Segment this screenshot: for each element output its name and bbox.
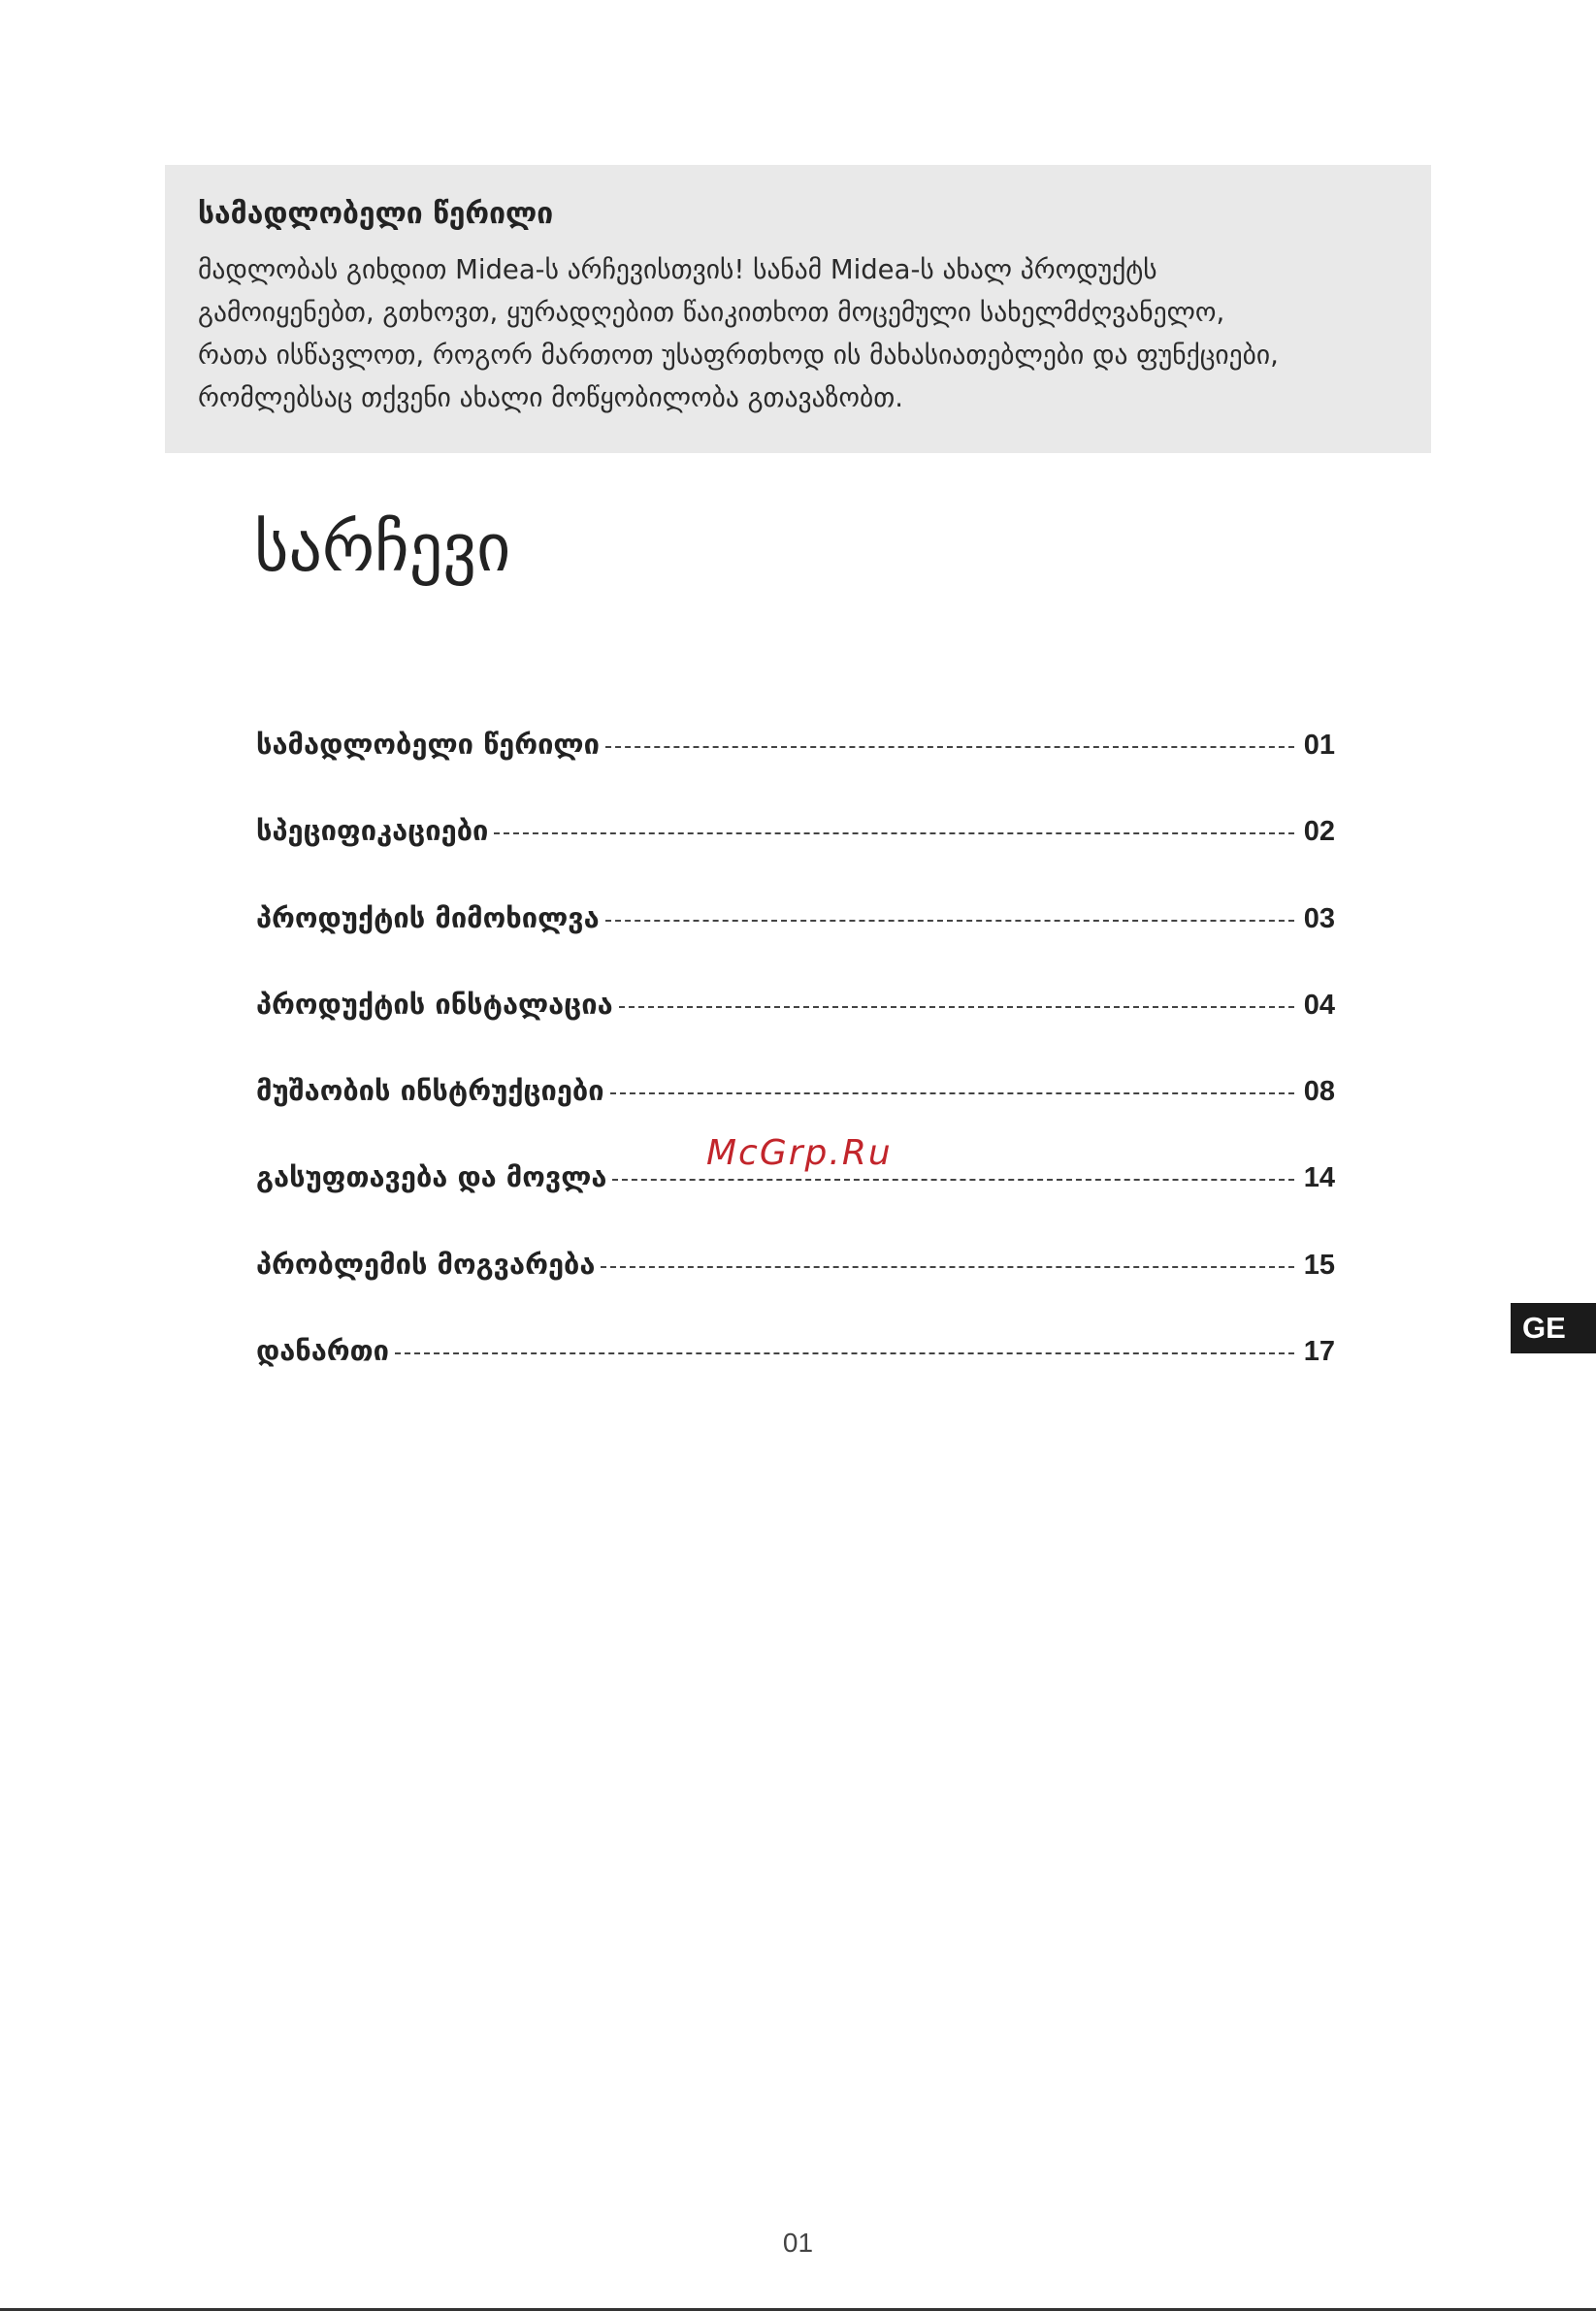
toc-leader xyxy=(612,1179,1294,1181)
toc-leader xyxy=(610,1092,1294,1094)
toc-entry-label: დანართი xyxy=(256,1334,390,1368)
toc-entry-page: 02 xyxy=(1303,816,1335,848)
toc-entry-page: 17 xyxy=(1303,1336,1335,1368)
toc-entry-page: 15 xyxy=(1303,1249,1335,1281)
toc-entry-label: პროდუქტის მიმოხილვა xyxy=(256,900,600,934)
watermark: McGrp.Ru xyxy=(706,1133,893,1173)
toc-entry-thank-you-letter[interactable] xyxy=(256,728,1335,814)
table-of-contents xyxy=(256,728,1335,1420)
toc-leader xyxy=(395,1352,1294,1354)
toc-entry-label: პრობლემის მოგვარება xyxy=(256,1247,596,1281)
toc-entry-product-overview[interactable] xyxy=(256,901,1335,988)
toc-entry-page: 08 xyxy=(1303,1076,1335,1108)
toc-entry-page: 14 xyxy=(1303,1162,1335,1194)
toc-entry-troubleshooting[interactable] xyxy=(256,1248,1335,1334)
toc-heading: სარჩევი xyxy=(254,510,511,587)
toc-entry-page: 01 xyxy=(1303,730,1335,761)
toc-entry-label: გასუფთავება და მოვლა xyxy=(256,1160,607,1194)
toc-entry-appendix[interactable] xyxy=(256,1334,1335,1420)
toc-entry-page: 04 xyxy=(1303,989,1335,1021)
toc-entry-label: პროდუქტის ინსტალაცია xyxy=(256,987,613,1021)
toc-entry-label: მუშაობის ინსტრუქციები xyxy=(256,1074,604,1108)
intro-title: სამადლობელი წერილი xyxy=(198,197,554,231)
intro-box xyxy=(165,165,1431,453)
toc-leader xyxy=(605,920,1294,922)
toc-leader xyxy=(494,832,1294,834)
intro-line-1: მადლობას გიხდით Midea-ს არჩევისთვის! სანამ Midea-ს ახალ პროდუქტს xyxy=(198,254,1157,285)
toc-entry-specifications[interactable] xyxy=(256,814,1335,900)
toc-leader xyxy=(601,1266,1294,1268)
toc-entry-label: სამადლობელი წერილი xyxy=(256,728,600,761)
intro-line-3: რათა ისწავლოთ, როგორ მართოთ უსაფრთხოდ ის მახასიათებლები და ფუნქციები, xyxy=(198,340,1279,371)
intro-line-2: გამოიყენებთ, გთხოვთ, ყურადღებით წაიკითხოთ მოცემული სახელმძღვანელო, xyxy=(198,297,1225,328)
toc-entry-cleaning-and-care[interactable] xyxy=(256,1160,1335,1247)
language-tab: GE xyxy=(1511,1303,1596,1353)
toc-leader xyxy=(619,1006,1294,1008)
toc-entry-page: 03 xyxy=(1303,902,1335,934)
toc-entry-label: სპეციფიკაციები xyxy=(256,814,489,848)
page-number: 01 xyxy=(782,2228,814,2258)
intro-line-4: რომლებსაც თქვენი ახალი მოწყობილობა გთავაზობთ. xyxy=(198,382,903,413)
toc-entry-product-installation[interactable] xyxy=(256,988,1335,1074)
toc-leader xyxy=(605,746,1294,748)
